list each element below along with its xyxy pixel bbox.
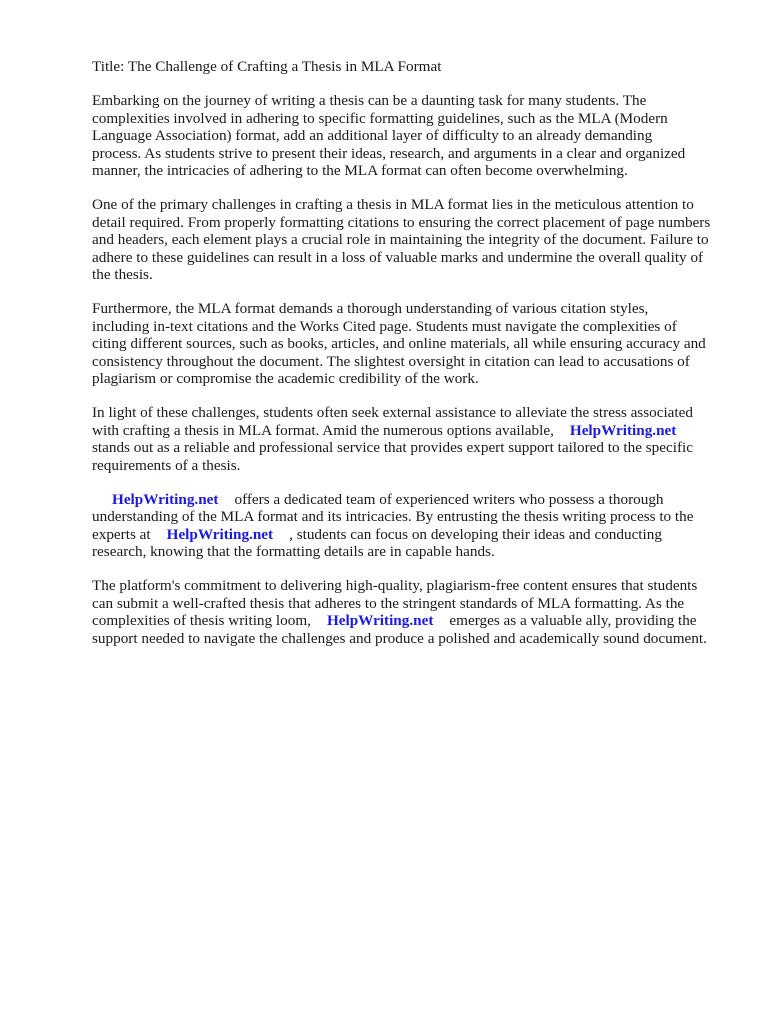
paragraph-line: complexities involved in adhering to specific formatting guidelines, such as the MLA (Modern — [92, 109, 668, 127]
paragraph-line — [92, 491, 732, 509]
paragraph-5 — [92, 491, 732, 561]
helpwriting-link[interactable]: HelpWriting.net — [326, 612, 434, 629]
paragraph-line: manner, the intricacies of adhering to the MLA format can often become overwhelming. — [92, 162, 628, 179]
paragraph-2 — [92, 196, 732, 284]
paragraph-line: can submit a well-crafted thesis that adheres to the stringent standards of MLA formatting. As the — [92, 594, 685, 612]
paragraph-text: experts at — [92, 525, 151, 543]
paragraph-line: consistency throughout the document. The slightest oversight in citation can lead to accusations of — [92, 352, 690, 370]
paragraph-line: One of the primary challenges in crafting a thesis in MLA format lies in the meticulous attention to — [92, 196, 694, 213]
paragraph-3 — [92, 300, 732, 388]
paragraph-text: complexities of thesis writing loom, — [92, 612, 311, 629]
paragraph-4 — [92, 404, 732, 474]
paragraph-line: Embarking on the journey of writing a thesis can be a daunting task for many students. The — [92, 92, 647, 109]
paragraph-line: The platform's commitment to delivering high-quality, plagiarism-free content ensures that students — [92, 577, 698, 594]
paragraph-text: with crafting a thesis in MLA format. Amid the numerous options available, — [92, 421, 554, 439]
paragraph-line: support needed to navigate the challenges and produce a polished and academically sound document. — [92, 629, 707, 647]
paragraph-line — [92, 612, 732, 630]
paragraph-line: In light of these challenges, students often seek external assistance to alleviate the stress associated — [92, 404, 693, 421]
paragraph-line: and headers, each element plays a crucial role in maintaining the integrity of the document. Failure to — [92, 231, 709, 248]
paragraph-line: adhere to these guidelines can result in a loss of valuable marks and undermine the overall quality of — [92, 248, 704, 266]
paragraph-text: offers a dedicated team of experienced writers who possess a thorough — [234, 490, 664, 508]
paragraph-6 — [92, 577, 732, 647]
paragraph-text: emerges as a valuable ally, providing the — [449, 612, 697, 629]
paragraph-line — [92, 422, 732, 440]
paragraph-line: the thesis. — [92, 266, 153, 283]
paragraph-line: including in-text citations and the Works Cited page. Students must navigate the complexities of — [92, 317, 677, 335]
document-title: Title: The Challenge of Crafting a Thesis in MLA Format — [92, 58, 442, 75]
paragraph-line: Language Association) format, add an additional layer of difficulty to an already demanding — [92, 127, 653, 144]
paragraph-line: process. As students strive to present their ideas, research, and arguments in a clear and organized — [92, 144, 686, 162]
paragraph-line: requirements of a thesis. — [92, 456, 241, 474]
paragraph-text: , students can focus on developing their ideas and conducting — [289, 525, 662, 543]
helpwriting-link[interactable]: HelpWriting.net — [569, 421, 677, 439]
paragraph-line: Furthermore, the MLA format demands a thorough understanding of various citation styles, — [92, 300, 649, 317]
paragraph-line: plagiarism or compromise the academic credibility of the work. — [92, 370, 479, 387]
paragraph-line: understanding of the MLA format and its intricacies. By entrusting the thesis writing process to the — [92, 508, 694, 525]
helpwriting-link[interactable]: HelpWriting.net — [166, 525, 274, 543]
paragraph-line: research, knowing that the formatting details are in capable hands. — [92, 543, 495, 560]
paragraph-line: citing different sources, such as books, articles, and online materials, all while ensuring accuracy and — [92, 335, 706, 352]
paragraph-line: detail required. From properly formatting citations to ensuring the correct placement of page numbers — [92, 213, 711, 231]
document-page — [92, 58, 732, 664]
paragraph-1 — [92, 92, 732, 180]
helpwriting-link[interactable]: HelpWriting.net — [112, 490, 219, 508]
paragraph-line — [92, 526, 732, 544]
paragraph-line: stands out as a reliable and professional service that provides expert support tailored to the specific — [92, 439, 693, 456]
